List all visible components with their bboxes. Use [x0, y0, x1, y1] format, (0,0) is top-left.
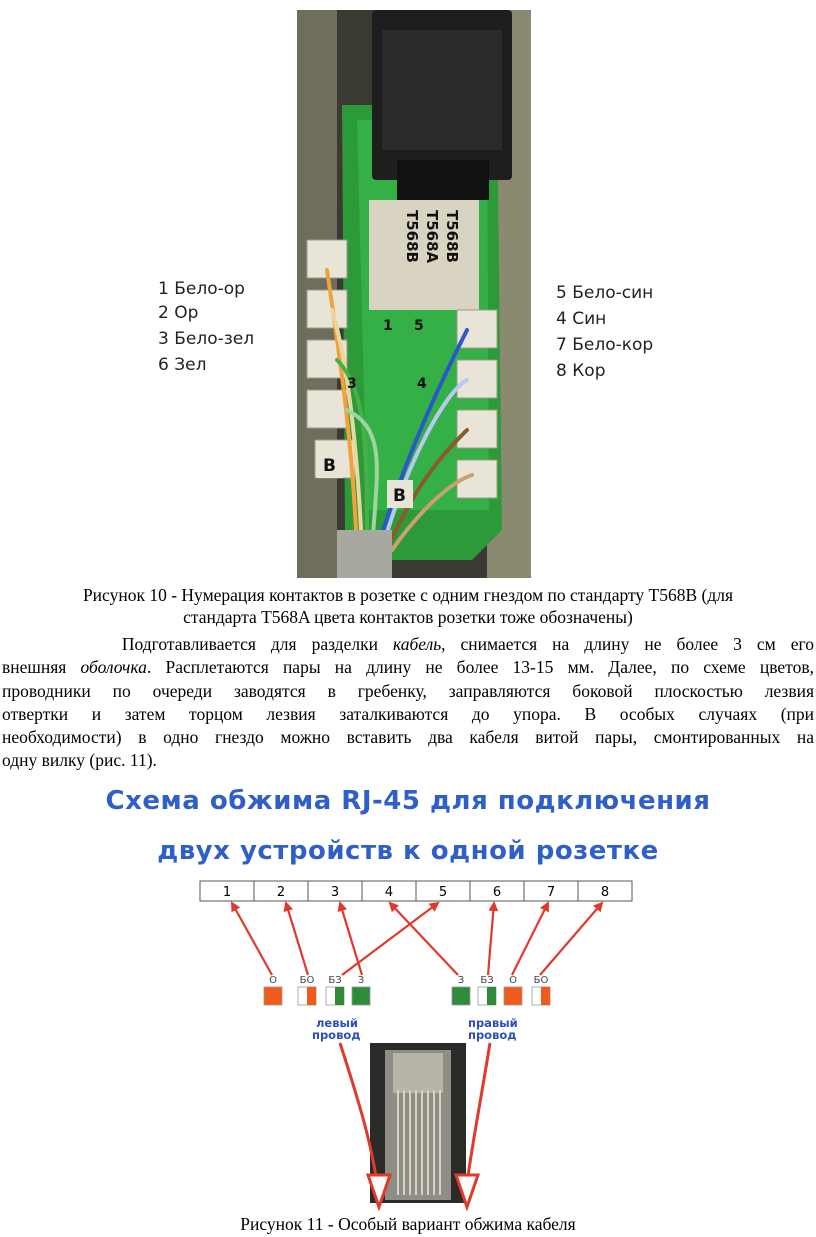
swatch-label: БО [533, 975, 549, 986]
swatch-label: БЗ [328, 975, 342, 986]
figure-10-caption [0, 584, 816, 628]
scheme-title: Схема обжима RJ-45 для подключения [105, 786, 711, 816]
swatch-label: З [457, 975, 465, 986]
caption-line: стандарта T568A цвета контактов розетки тоже обозначены) [183, 607, 633, 627]
color-swatch-stripe [487, 987, 496, 1005]
pin-number: 4 [417, 376, 427, 392]
pin-number: 5 [414, 318, 424, 334]
pin-strip [200, 881, 632, 901]
paragraph-line: внешняя оболочка. Расплетаются пары на длину не более 13-15 мм. Далее, по схеме цветов, [2, 657, 814, 678]
pin-number: 4 [384, 885, 394, 900]
pin-number: 6 [492, 885, 502, 900]
swatch-label: БО [299, 975, 315, 986]
caption-line: Рисунок 10 - Нумерация контактов в розетке с одним гнездом по стандарту T568B (для [82, 585, 734, 605]
paragraph-line: одну вилку (рис. 11). [2, 750, 157, 771]
legend-item: 3 Бело-зел [158, 329, 255, 349]
legend-item: 5 Бело-син [556, 283, 654, 303]
paragraph-line: Подготавливается для разделки кабель, снимается на длину не более 3 см его [2, 634, 814, 654]
color-swatch [264, 987, 282, 1005]
swatch-label: О [269, 975, 277, 986]
paragraph-line: проводники по очереди заводятся в гребенку, заправляются боковой плоскостью лезвия [2, 680, 814, 701]
arrow [512, 903, 548, 975]
legend-item: 8 Кор [556, 361, 606, 381]
figure-11-caption: Рисунок 11 - Особый вариант обжима кабеля [240, 1214, 576, 1234]
color-swatch-stripe [541, 987, 550, 1005]
arrow [340, 903, 362, 975]
pin-number: 7 [546, 885, 556, 900]
paragraph-line: необходимости) в одно гнездо можно вставить два кабеля витой пары, смонтированных на [2, 727, 814, 748]
standard-label-3: T568B [403, 210, 421, 263]
color-swatch-stripe [335, 987, 344, 1005]
scheme-subtitle: двух устройств к одной розетке [157, 836, 659, 866]
right-wire-label: провод [468, 1028, 517, 1042]
standard-label-1: T568B [443, 210, 461, 263]
legend-item: 7 Бело-кор [556, 335, 654, 355]
left-wire-label: левый [316, 1016, 358, 1030]
pin-number: 1 [383, 318, 393, 334]
crimp-diagram [190, 875, 650, 1220]
arrow [286, 903, 308, 975]
right-wire-label: правый [468, 1016, 518, 1030]
pin-letter: B [393, 486, 406, 506]
color-swatch [352, 987, 370, 1005]
left-wire-label: провод [312, 1028, 361, 1042]
wire-arrows [232, 903, 602, 975]
pin-number: 1 [222, 885, 232, 900]
pin-number: 3 [330, 885, 340, 900]
legend-item: 6 Зел [158, 355, 207, 375]
color-swatch [504, 987, 522, 1005]
color-swatches [264, 975, 550, 1005]
arrow [232, 903, 272, 975]
legend-item: 4 Син [556, 309, 607, 329]
pin-number: 5 [438, 885, 448, 900]
swatch-label: БЗ [480, 975, 494, 986]
swatch-label: З [357, 975, 365, 986]
color-swatch [452, 987, 470, 1005]
pin-letter: B [323, 456, 336, 476]
pin-number: 8 [600, 885, 610, 900]
body-paragraph [2, 633, 814, 773]
arrow [488, 903, 494, 975]
legend-item: 1 Бело-ор [158, 279, 245, 299]
pin-number: 2 [276, 885, 286, 900]
pin-number: 3 [347, 376, 357, 392]
paragraph-line: отвертки и затем торцом лезвия заталкиваются до упора. В особых случаях (при [2, 703, 814, 724]
socket-photo [297, 10, 531, 578]
swatch-label: О [509, 975, 517, 986]
standard-label-2: T568A [423, 210, 441, 264]
arrow [540, 903, 602, 975]
legend-item: 2 Ор [158, 303, 199, 323]
color-swatch-stripe [307, 987, 316, 1005]
